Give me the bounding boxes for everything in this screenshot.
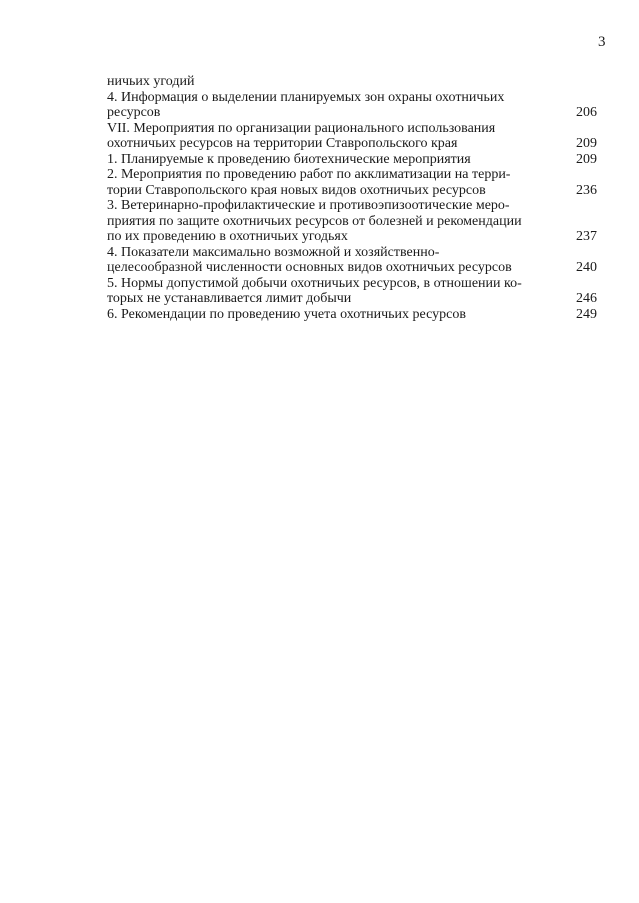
toc-entry-text: 4. Показатели максимально возможной и хозяйственно- bbox=[107, 244, 440, 260]
toc-entry-text: ничьих угодий bbox=[107, 74, 195, 89]
toc-entry-text: приятия по защите охотничьих ресурсов от болезней и рекомендации bbox=[107, 213, 522, 229]
toc-entry-text: 5. Нормы допустимой добычи охотничьих ресурсов, в отношении ко- bbox=[107, 275, 522, 291]
toc-page-number: 237 bbox=[576, 229, 597, 244]
toc-page-number: 206 bbox=[576, 105, 597, 120]
toc-page-number: 209 bbox=[576, 136, 597, 151]
toc-entry bbox=[107, 198, 597, 245]
toc-entry bbox=[107, 152, 597, 168]
toc-entry bbox=[107, 74, 597, 90]
toc-entry-text: охотничьих ресурсов на территории Ставропольского края bbox=[107, 136, 458, 151]
toc-entry-text: 1. Планируемые к проведению биотехнические мероприятия bbox=[107, 151, 471, 167]
toc-entry-text: тории Ставропольского края новых видов охотничьих ресурсов bbox=[107, 182, 486, 198]
toc-entry-text: VII. Мероприятия по организации рационального использования bbox=[107, 120, 496, 136]
toc-entry bbox=[107, 307, 597, 323]
toc-entry-text: 3. Ветеринарно-профилактические и противоэпизоотические меро- bbox=[107, 198, 510, 213]
toc-page-number: 249 bbox=[576, 306, 597, 322]
toc-entry bbox=[107, 245, 597, 276]
page-number: 3 bbox=[598, 34, 606, 50]
toc-page-number: 236 bbox=[576, 182, 597, 198]
toc-entry bbox=[107, 167, 597, 198]
toc-page-number: 209 bbox=[576, 151, 597, 167]
toc-entry-text: 4. Информация о выделении планируемых зон охраны охотничьих bbox=[107, 89, 505, 105]
toc-entry-text: 2. Мероприятия по проведению работ по акклиматизации на терри- bbox=[107, 167, 511, 182]
table-of-contents bbox=[107, 74, 597, 322]
toc-entry-text: 6. Рекомендации по проведению учета охотничьих ресурсов bbox=[107, 306, 466, 322]
toc-entry-text: целесообразной численности основных видов охотничьих ресурсов bbox=[107, 260, 512, 275]
toc-entry-text: по их проведению в охотничьих угодьях bbox=[107, 229, 348, 244]
toc-entry-text: торых не устанавливается лимит добычи bbox=[107, 291, 352, 306]
toc-page-number: 240 bbox=[576, 260, 597, 275]
toc-entry-text: ресурсов bbox=[107, 105, 161, 120]
toc-page-number: 246 bbox=[576, 291, 597, 306]
toc-entry bbox=[107, 121, 597, 152]
toc-entry bbox=[107, 276, 597, 307]
toc-entry bbox=[107, 90, 597, 121]
